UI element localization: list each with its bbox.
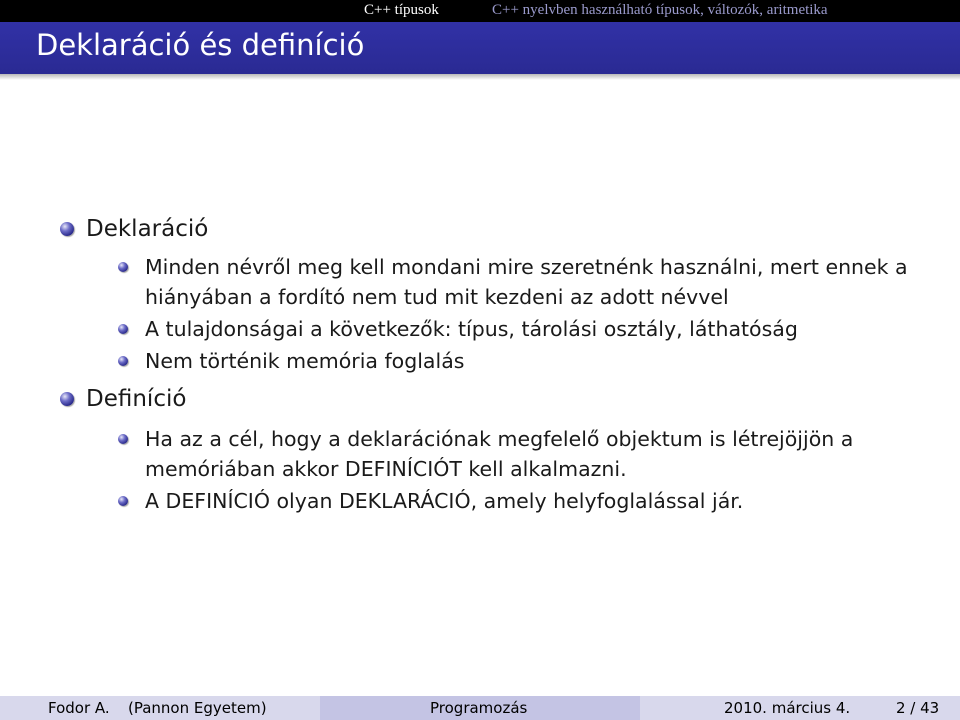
- nav-subsection-link[interactable]: C++ nyelvben használható típusok, változók, aritmetika: [492, 2, 828, 18]
- sub-bullet-item: [118, 424, 938, 484]
- footer-author: Fodor A.: [48, 699, 110, 717]
- sub-bullet-text: A tulajdonságai a következők: típus, tárolási osztály, láthatóság: [145, 317, 798, 341]
- bullet-label: Definíció: [86, 386, 187, 412]
- slide-title: Deklaráció és definíció: [36, 28, 365, 62]
- ball-bullet-icon: [118, 324, 128, 334]
- ball-bullet-icon: [118, 356, 128, 366]
- sub-bullet-item: [118, 346, 938, 376]
- footer-page-number: 2 / 43: [896, 699, 940, 717]
- ball-bullet-icon: [118, 434, 128, 444]
- ball-bullet-icon: [118, 496, 128, 506]
- sub-bullet-text: Ha az a cél, hogy a deklarációnak megfelelő objektum is létrejöjjön a memóriában akkor DEFINÍCIÓT kell alkalmazni.: [145, 427, 854, 481]
- footer-institution: (Pannon Egyetem): [128, 699, 267, 717]
- footer-title-segment: [320, 696, 640, 720]
- sub-bullet-text: Nem történik memória foglalás: [145, 349, 465, 373]
- sub-bullet-item: [118, 252, 938, 312]
- footer-course: Programozás: [430, 699, 528, 717]
- slide-footer: [0, 696, 960, 720]
- sub-bullet-item: [118, 486, 938, 516]
- ball-bullet-icon: [60, 392, 74, 406]
- ball-bullet-icon: [118, 262, 128, 272]
- nav-section-link[interactable]: C++ típusok: [364, 2, 439, 18]
- bullet-label: Deklaráció: [86, 216, 209, 242]
- sub-bullet-text: A DEFINÍCIÓ olyan DEKLARÁCIÓ, amely helyfoglalással jár.: [145, 489, 744, 513]
- footer-date-segment: [640, 696, 960, 720]
- footer-date: 2010. március 4.: [724, 699, 851, 717]
- ball-bullet-icon: [60, 222, 74, 236]
- sub-bullet-item: [118, 314, 938, 344]
- sub-bullet-text: Minden névről meg kell mondani mire szeretnénk használni, mert ennek a hiányában a fordító nem tud mit kezdeni az adott névvel: [145, 255, 908, 309]
- footer-author-segment: [0, 696, 320, 720]
